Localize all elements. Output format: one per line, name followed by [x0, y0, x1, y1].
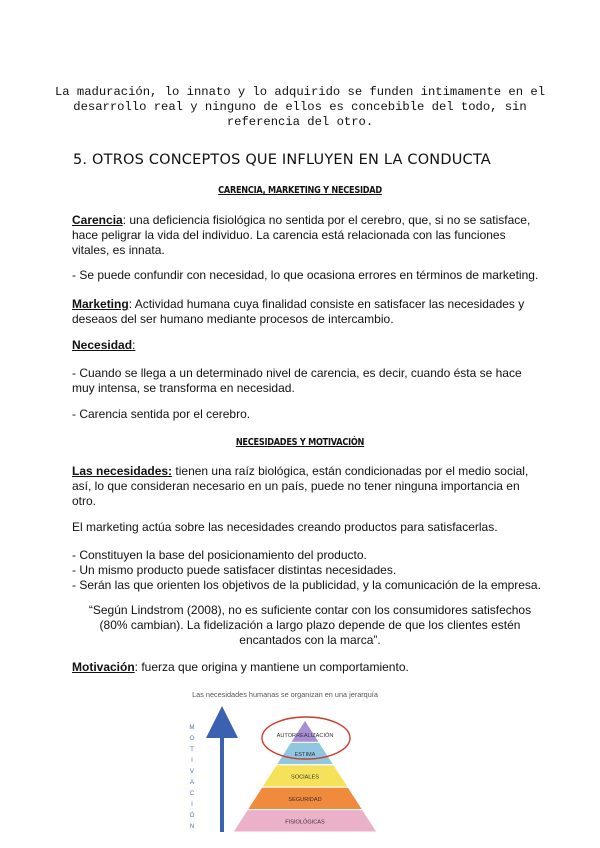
- carencia-definition: : una deficiencia fisiológica no sentida por el cerebro, que, si no se satisface, hace peligrar la vida del individuo. La carencia está relacionada con las funciones vitales, es innata.: [72, 213, 531, 257]
- vertical-letter: T: [190, 746, 194, 753]
- pyramid-level-label: SOCIALES: [291, 774, 319, 781]
- vertical-letter: I: [191, 801, 193, 808]
- necesidad-item-2: - Carencia sentida por el cerebro.: [72, 407, 251, 421]
- motivacion-definition: : fuerza que origina y mantiene un comportamiento.: [134, 660, 409, 674]
- carencia-term: Carencia: [72, 213, 123, 227]
- vertical-letter: A: [189, 779, 195, 786]
- vertical-letter: V: [189, 768, 195, 775]
- section-title: 5. OTROS CONCEPTOS QUE INFLUYEN EN LA CONDUCTA: [73, 152, 491, 168]
- vertical-letter: C: [189, 790, 195, 797]
- marketing-definition: : Actividad humana cuya finalidad consiste en satisfacer las necesidades y deseaos del ser humano mediante procesos de intercambio.: [72, 297, 525, 326]
- list-item: - Serán las que orienten los objetivos de la publicidad, y la comunicación de la empresa.: [72, 578, 541, 592]
- motivacion-term: Motivación: [72, 660, 135, 674]
- pyramid-level-label: ESTIMA: [294, 752, 316, 759]
- marketing-acts-paragraph: El marketing actúa sobre las necesidades creando productos para satisfacerlas.: [72, 520, 498, 534]
- list-item: - Constituyen la base del posicionamiento del producto.: [72, 548, 367, 562]
- vertical-letter: Ó: [189, 812, 195, 819]
- necesidades-term: Las necesidades:: [72, 464, 173, 478]
- vertical-letter: O: [189, 735, 195, 742]
- necesidad-term: Necesidad: [72, 338, 133, 352]
- necesidades-definition: tienen una raíz biológica, están condicionadas por el medio social, así, lo que consideran necesario en un país, puede no tener ninguna importancia en otro.: [72, 464, 529, 508]
- necesidad-item-1: - Cuando se llega a un determinado nivel de carencia, es decir, cuando ésta se hace muy intensa, se transforma en necesidad.: [72, 366, 522, 395]
- pyramid-level-label: AUTORREALIZACIÓN: [276, 733, 334, 740]
- subheading-carencia: CARENCIA, MARKETING Y NECESIDAD: [218, 185, 382, 196]
- pyramid-title: Las necesidades humanas se organizan en una jerarquía: [192, 690, 378, 699]
- pyramid-level-label: SEGURIDAD: [288, 796, 322, 803]
- subheading-necesidades: NECESIDADES Y MOTIVACIÓN: [235, 437, 365, 448]
- confusion-paragraph: - Se puede confundir con necesidad, lo que ocasiona errores en términos de marketing.: [72, 268, 539, 282]
- lindstrom-quote: “Según Lindstrom (2008), no es suficiente contar con los consumidores satisfechos (80% cambian). La fidelización a largo plazo depende de que los clientes estén encantados con la marca”.: [88, 603, 532, 647]
- necesidad-colon: :: [132, 338, 136, 352]
- vertical-letter: I: [191, 757, 193, 764]
- vertical-letter: N: [189, 823, 195, 830]
- vertical-letter: M: [189, 724, 195, 731]
- intro-quote-line: La maduración, lo innato y lo adquirido se funden intimamente en el: [54, 85, 546, 99]
- intro-quote-line: referencia del otro.: [226, 115, 374, 129]
- marketing-term: Marketing: [72, 297, 129, 311]
- intro-quote-line: desarrollo real y ninguno de ellos es concebible del todo, sin: [73, 100, 527, 114]
- pyramid-level-label: FISIOLÓGICAS: [285, 819, 325, 826]
- list-item: - Un mismo producto puede satisfacer distintas necesidades.: [72, 563, 397, 577]
